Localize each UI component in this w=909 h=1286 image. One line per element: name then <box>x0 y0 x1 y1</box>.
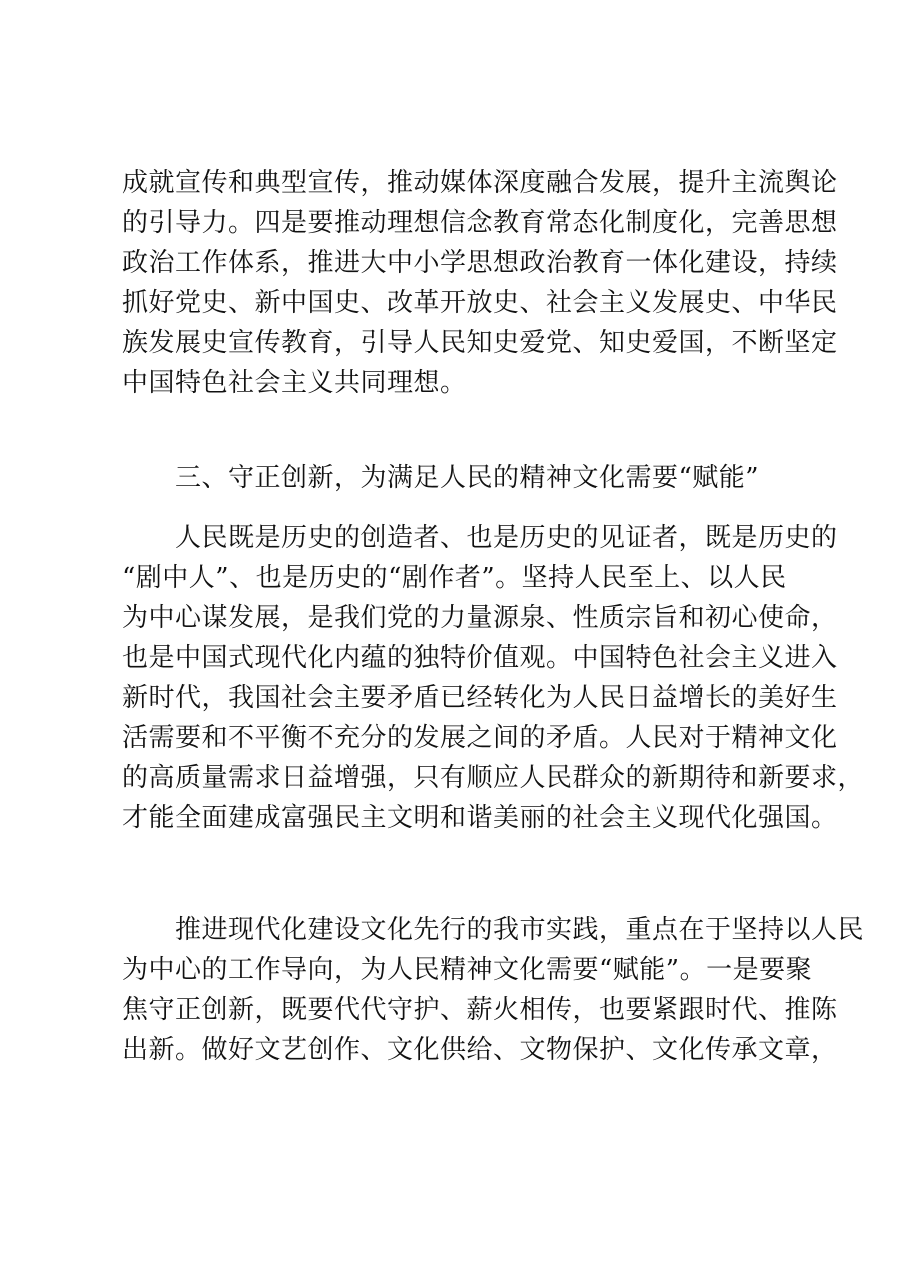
paragraph-achievement-publicity <box>122 163 838 403</box>
text-line: 为中心的工作导向，为人民精神文化需要“赋能”。一是要聚 <box>122 955 813 985</box>
text-line: 出新。做好文艺创作、文化供给、文物保护、文化传承文章， <box>122 1035 838 1065</box>
paragraph-people-history <box>122 518 865 838</box>
text-line: 成就宣传和典型宣传，推动媒体深度融合发展，提升主流舆论 <box>122 168 838 198</box>
text-line: 政治工作体系，推进大中小学思想政治教育一体化建设，持续 <box>122 248 838 278</box>
text-line: 新时代，我国社会主要矛盾已经转化为人民日益增长的美好生 <box>122 683 838 713</box>
text-line: 为中心谋发展，是我们党的力量源泉、性质宗旨和初心使命， <box>122 603 838 633</box>
section-heading-text: 三、守正创新，为满足人民的精神文化需要“赋能” <box>122 463 760 493</box>
section-heading-three <box>122 458 802 498</box>
text-line: 的高质量需求日益增强，只有顺应人民群众的新期待和新要求， <box>122 763 865 793</box>
text-line: 推进现代化建设文化先行的我市实践，重点在于坚持以人民 <box>122 915 865 945</box>
text-line: 抓好党史、新中国史、改革开放史、社会主义发展史、中华民 <box>122 288 838 318</box>
text-line: 族发展史宣传教育，引导人民知史爱党、知史爱国，不断坚定 <box>122 328 838 358</box>
text-line: 人民既是历史的创造者、也是历史的见证者，既是历史的 <box>122 523 838 553</box>
text-line: 活需要和不平衡不充分的发展之间的矛盾。人民对于精神文化 <box>122 723 838 753</box>
text-line: 也是中国式现代化内蕴的独特价值观。中国特色社会主义进入 <box>122 643 838 673</box>
text-line: 才能全面建成富强民主文明和谐美丽的社会主义现代化强国。 <box>122 803 838 833</box>
text-line: 焦守正创新，既要代代守护、薪火相传，也要紧跟时代、推陈 <box>122 995 838 1025</box>
text-line: 中国特色社会主义共同理想。 <box>122 368 467 398</box>
text-line: “剧中人”、也是历史的“剧作者”。坚持人民至上、以人民 <box>122 563 787 593</box>
text-line: 的引导力。四是要推动理想信念教育常态化制度化，完善思想 <box>122 208 838 238</box>
paragraph-city-practice <box>122 910 865 1070</box>
